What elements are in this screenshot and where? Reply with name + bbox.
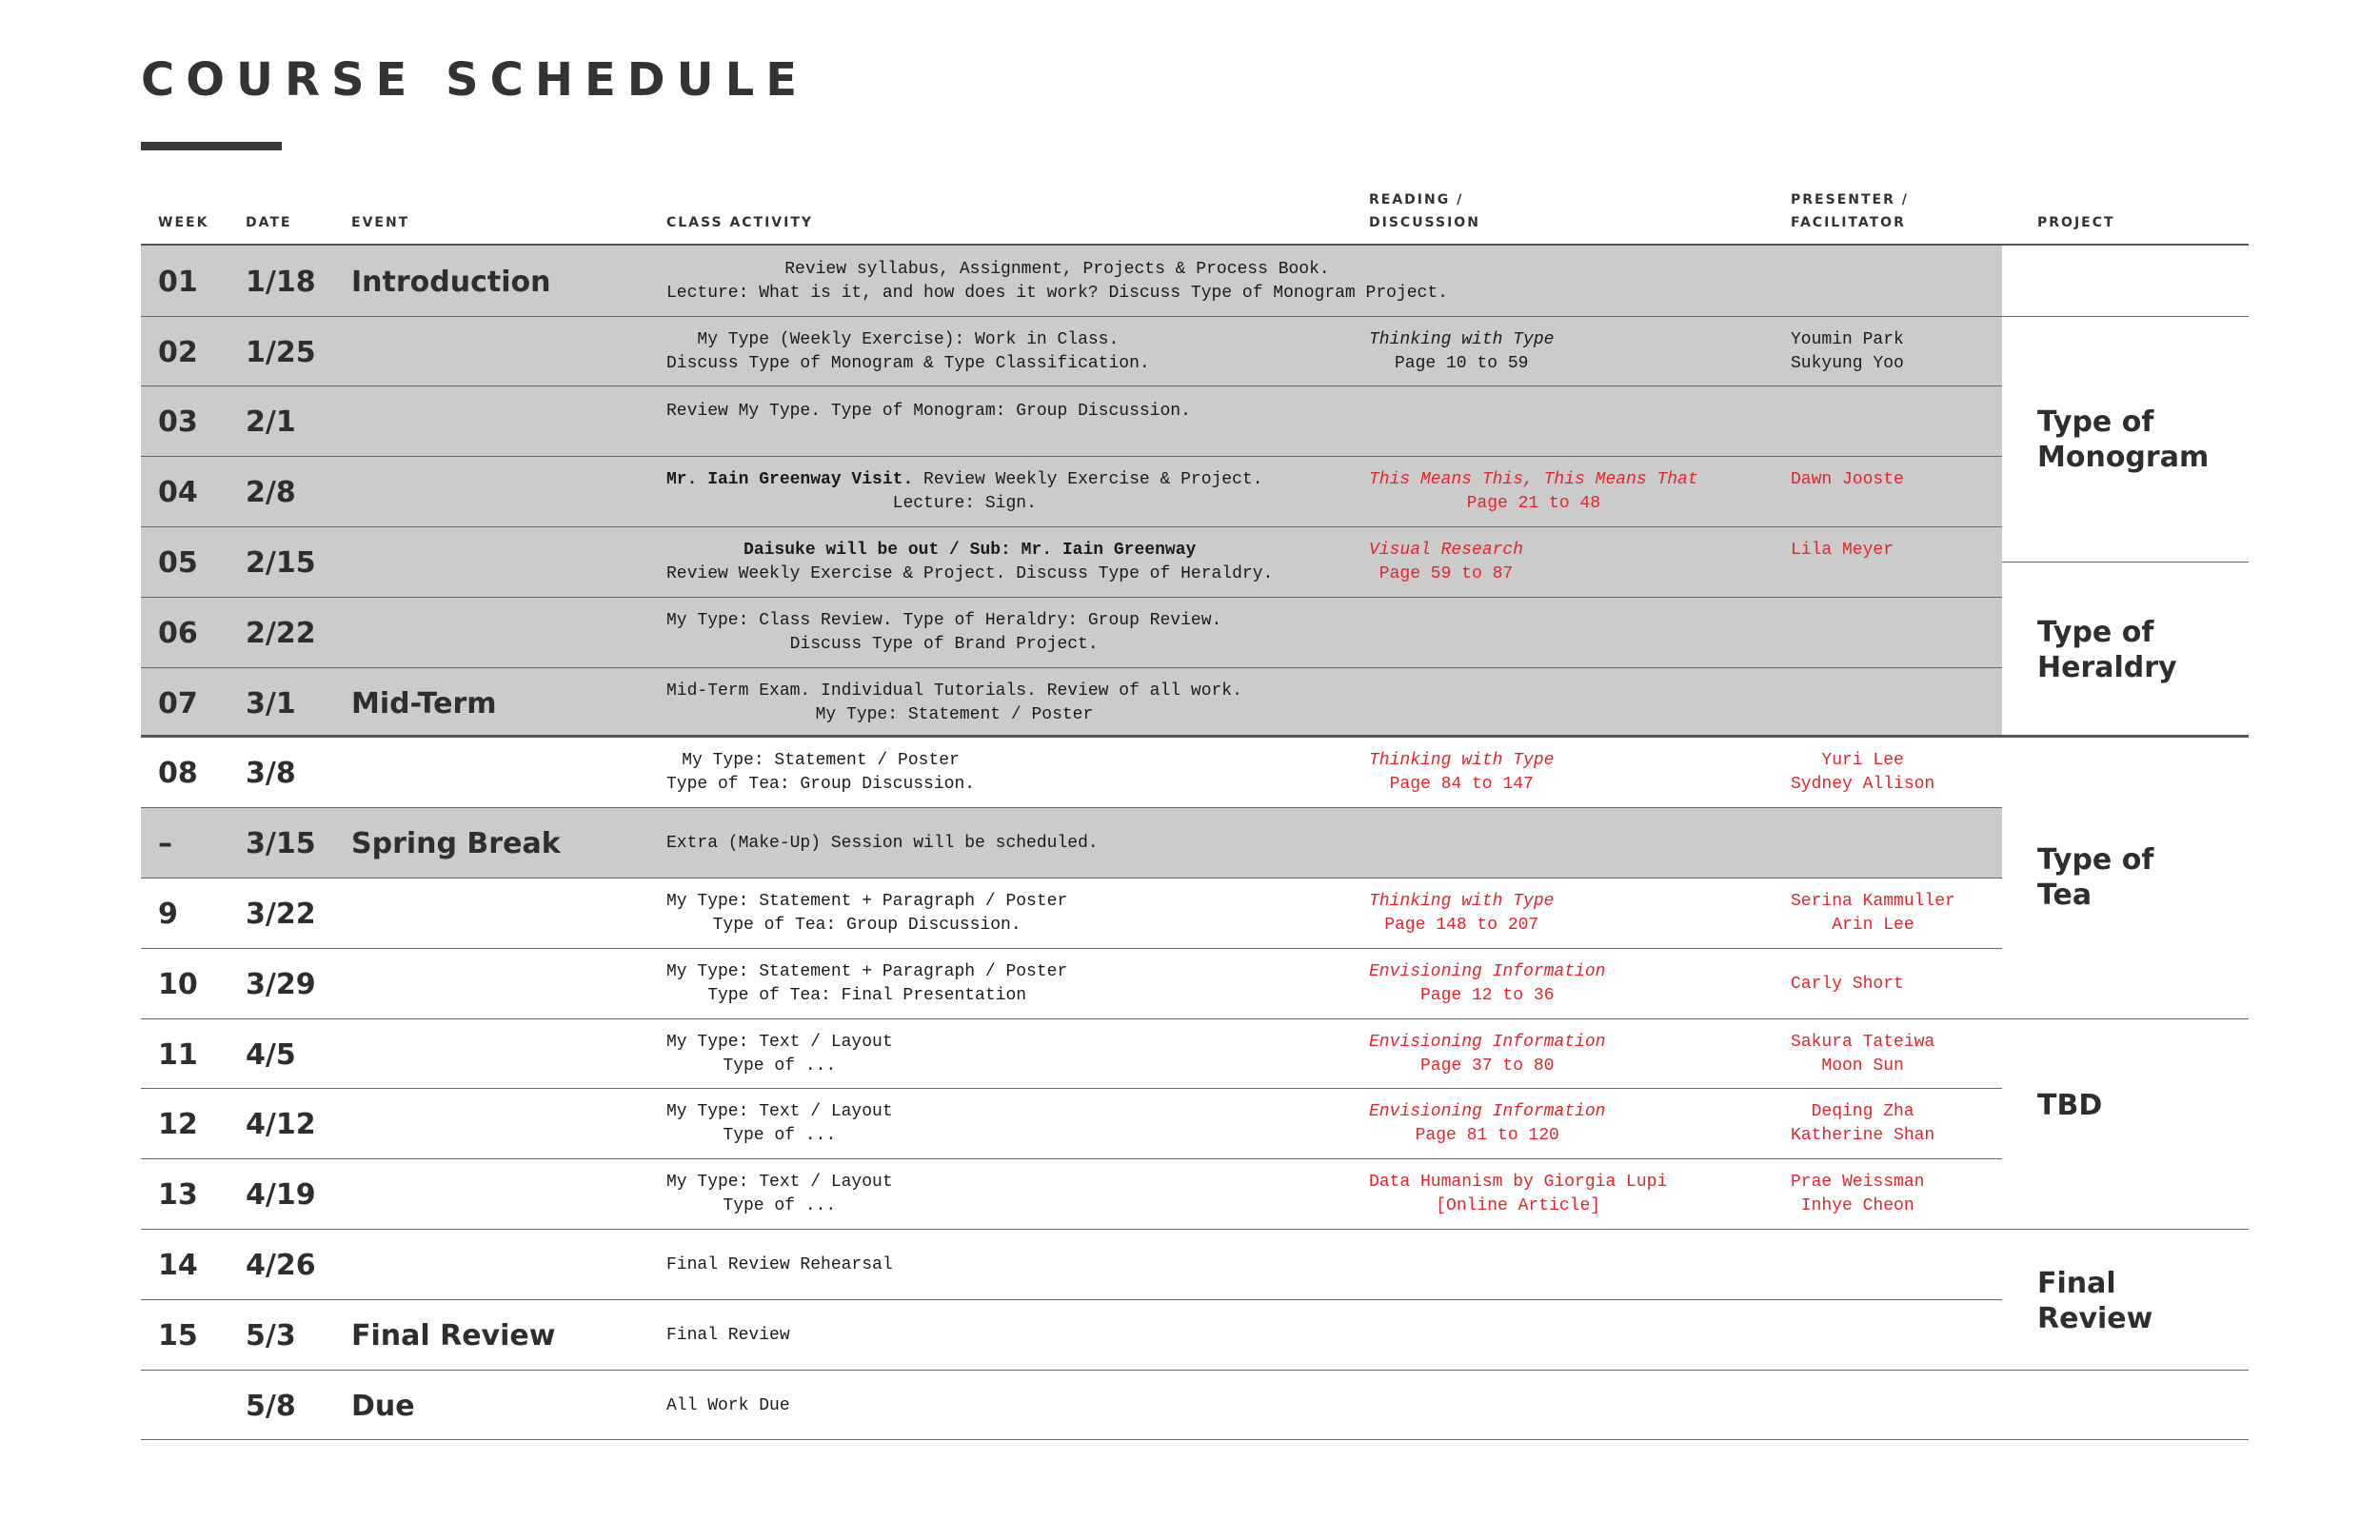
header-date: DATE [246,215,292,230]
presenters [1791,1089,1934,1159]
presenters [1791,527,1894,598]
header-week: WEEK [158,215,209,230]
activity-line: Lecture: What is it, and how does it work? Discuss Type of Monogram Project. [666,284,1448,303]
activity-line: Review syllabus, Assignment, Projects & Process Book. [784,260,1330,279]
class-date: 4/19 [246,1177,316,1212]
presenter-name: Sydney Allison [1791,775,1935,794]
presenters [1791,317,1904,387]
header-presenter [1791,188,1909,234]
reading [1369,457,1698,527]
presenter-name: Prae Weissman [1791,1173,1925,1192]
week-number: 12 [158,1107,198,1141]
project-line: TBD [2037,1089,2103,1122]
class-activity [666,949,1067,1019]
reading-title: Envisioning Information [1369,1102,1606,1121]
presenter-name: Carly Short [1791,974,1904,994]
activity-text: Review Weekly Exercise & Project. [913,470,1263,489]
table-row [141,317,2002,387]
table-row [141,668,2002,739]
week-number: 08 [158,756,198,790]
presenters [1791,457,1904,527]
presenter-name: Inhye Cheon [1800,1196,1914,1215]
project-line: Review [2037,1302,2153,1335]
week-number: 01 [158,265,198,299]
activity-line: My Type: Statement + Paragraph / Poster [666,892,1068,911]
class-activity [666,317,1150,387]
class-activity [666,1159,893,1230]
header-reading [1369,188,1480,234]
table-row [141,949,2002,1019]
class-activity [666,1371,790,1441]
week-number: 11 [158,1037,198,1072]
presenters [1791,1159,1924,1230]
activity-line: Type of Tea: Group Discussion. [666,775,976,794]
class-date: 4/26 [246,1248,316,1282]
event-label: Due [351,1389,415,1423]
reading [1369,1089,1605,1159]
event-label: Final Review [351,1318,556,1352]
header-presenter-line-1: PRESENTER / [1791,192,1909,207]
class-activity [666,1019,893,1090]
reading [1369,879,1554,949]
class-date: 1/18 [246,265,316,299]
project-line: Type of [2037,843,2154,877]
class-date: 5/8 [246,1389,296,1423]
page-title: COURSE SCHEDULE [141,53,808,107]
class-activity [666,527,1273,598]
activity-line: My Type: Statement / Poster [682,751,960,770]
activity-line: Final Review [666,1325,790,1345]
week-number: 06 [158,616,198,650]
presenter-name: Youmin Park [1791,330,1904,349]
week-number: 03 [158,405,198,439]
week-number: 13 [158,1177,198,1212]
week-number: 07 [158,686,198,721]
class-activity [666,738,975,808]
activity-line: Type of ... [723,1196,837,1215]
week-number: 02 [158,335,198,369]
presenter-name: Serina Kammuller [1791,892,1955,911]
table-row [141,738,2002,808]
class-activity [666,1089,893,1159]
table-row [141,879,2002,949]
project-tbd [2037,1088,2102,1123]
class-activity [666,1230,893,1300]
activity-highlight: Mr. Iain Greenway Visit. [666,470,914,489]
activity-line: My Type: Text / Layout [666,1102,893,1121]
activity-line: All Work Due [666,1395,790,1415]
reading [1369,738,1554,808]
presenter-name: Sukyung Yoo [1791,354,1904,373]
presenter-name: Katherine Shan [1791,1126,1935,1145]
project-line: Final [2037,1267,2116,1300]
project-type-of-tea [2037,842,2153,913]
class-date: 2/8 [246,475,296,509]
presenter-name: Dawn Jooste [1791,470,1904,489]
table-row [141,527,2002,598]
reading-pages: Page 37 to 80 [1420,1056,1555,1076]
week-number: – [158,826,172,860]
table-row [141,1089,2002,1159]
activity-line: Type of ... [723,1056,837,1076]
class-date: 4/12 [246,1107,316,1141]
week-number: 15 [158,1318,198,1352]
activity-highlight: Daisuke will be out / Sub: Mr. Iain Greenway [744,541,1197,560]
table-row [141,1159,2002,1230]
class-date: 2/15 [246,545,316,580]
activity-line: Extra (Make-Up) Session will be scheduled. [666,833,1099,853]
class-date: 2/22 [246,616,316,650]
reading-title: Envisioning Information [1369,962,1606,981]
project-divider [2002,562,2249,563]
header-presenter-line-2: FACILITATOR [1791,215,1906,230]
activity-line: Discuss Type of Brand Project. [789,635,1099,654]
week-number: 9 [158,897,178,931]
activity-line: Mid-Term Exam. Individual Tutorials. Review of all work. [666,681,1242,701]
activity-line: Review My Type. Type of Monogram: Group Discussion. [666,402,1191,421]
reading-pages: Page 12 to 36 [1420,986,1555,1005]
presenter-name: Sakura Tateiwa [1791,1033,1935,1052]
project-line: Tea [2037,879,2092,912]
class-activity [666,668,1242,739]
activity-line: My Type: Text / Layout [666,1173,893,1192]
reading-title: Data Humanism by Giorgia Lupi [1369,1173,1668,1192]
table-row [141,457,2002,527]
header-class-activity: CLASS ACTIVITY [666,215,814,230]
class-date: 5/3 [246,1318,296,1352]
reading-title: This Means This, This Means That [1369,470,1698,489]
reading-title: Thinking with Type [1369,892,1555,911]
class-date: 3/8 [246,756,296,790]
activity-line: My Type: Text / Layout [666,1033,893,1052]
reading [1369,317,1554,387]
activity-line: My Type (Weekly Exercise): Work in Class. [697,330,1120,349]
table-row [141,598,2002,668]
week-number: 05 [158,545,198,580]
activity-line: My Type: Class Review. Type of Heraldry: Group Review. [666,611,1222,630]
activity-line [666,468,1263,492]
class-date: 4/5 [246,1037,296,1072]
presenters [1791,738,1934,808]
reading [1369,1019,1605,1090]
class-activity [666,1300,790,1371]
activity-line: Type of ... [723,1126,837,1145]
presenter-name: Lila Meyer [1791,541,1894,560]
project-line: Type of [2037,616,2154,649]
table-row [141,1019,2002,1090]
header-rule [141,244,2249,246]
activity-line: Final Review Rehearsal [666,1254,893,1274]
week-number: 10 [158,967,198,1001]
project-type-of-monogram [2037,405,2209,475]
reading-pages: Page 10 to 59 [1395,354,1529,373]
activity-line: Review Weekly Exercise & Project. Discuss Type of Heraldry. [666,564,1274,583]
event-label: Mid-Term [351,686,497,721]
class-activity [666,598,1221,668]
reading-title: Envisioning Information [1369,1033,1606,1052]
header-project: PROJECT [2037,215,2115,230]
reading-title: Thinking with Type [1369,751,1555,770]
reading-pages: Page 59 to 87 [1378,564,1514,583]
activity-line: Type of Tea: Final Presentation [707,986,1027,1005]
class-date: 3/15 [246,826,316,860]
class-activity [666,457,1263,527]
class-date: 1/25 [246,335,316,369]
table-row [141,1230,2002,1300]
event-label: Introduction [351,265,551,299]
activity-line: My Type: Statement + Paragraph / Poster [666,962,1068,981]
class-date: 3/22 [246,897,316,931]
class-date: 3/29 [246,967,316,1001]
table-row [141,386,2002,457]
presenters [1791,879,1955,949]
activity-line: My Type: Statement / Poster [815,705,1094,724]
reading [1369,527,1523,598]
project-type-of-heraldry [2037,615,2177,685]
project-line: Monogram [2037,441,2210,474]
class-activity [666,879,1067,949]
presenters [1791,949,1904,1019]
class-date: 3/1 [246,686,296,721]
activity-line: Lecture: Sign. [892,494,1037,513]
week-number: 14 [158,1248,198,1282]
reading-pages: [Online Article] [1436,1196,1601,1215]
reading-pages: Page 21 to 48 [1466,494,1601,513]
reading-title: Thinking with Type [1369,330,1555,349]
class-date: 2/1 [246,405,296,439]
table-row [141,247,2002,317]
reading-pages: Page 148 to 207 [1384,916,1539,935]
presenter-name: Moon Sun [1821,1056,1904,1076]
presenters [1791,1019,1934,1090]
header-reading-line-2: DISCUSSION [1369,215,1480,230]
header-reading-line-1: READING / [1369,192,1464,207]
presenter-name: Arin Lee [1832,916,1914,935]
project-final-review [2037,1266,2152,1336]
class-activity [666,247,1448,317]
activity-line: Type of Tea: Group Discussion. [712,916,1021,935]
reading-title: Visual Research [1369,541,1524,560]
project-line: Type of [2037,405,2154,439]
table-row [141,1300,2002,1371]
reading [1369,949,1605,1019]
week-number: 04 [158,475,198,509]
class-activity [666,386,1191,457]
reading-pages: Page 84 to 147 [1389,775,1534,794]
reading [1369,1159,1667,1230]
header-event: EVENT [351,215,410,230]
table-row [141,808,2002,879]
reading-pages: Page 81 to 120 [1415,1126,1559,1145]
class-activity [666,808,1099,879]
table-row [141,1371,2002,1441]
activity-line: Discuss Type of Monogram & Type Classification. [666,354,1150,373]
event-label: Spring Break [351,826,561,860]
presenter-name: Deqing Zha [1811,1102,1914,1121]
presenter-name: Yuri Lee [1821,751,1904,770]
project-line: Heraldry [2037,651,2177,684]
title-underline [141,142,282,150]
